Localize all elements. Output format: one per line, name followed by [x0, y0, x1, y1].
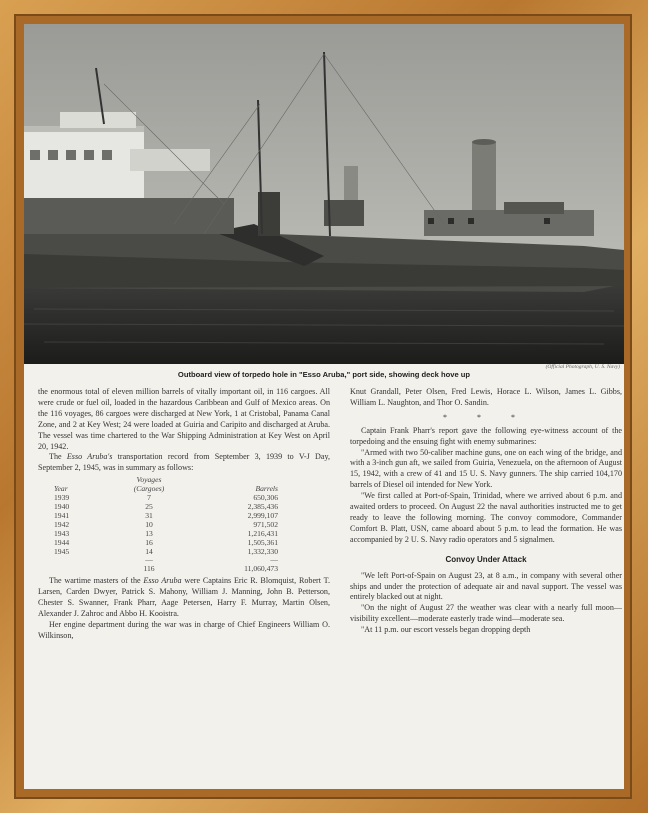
- paragraph: "We first called at Port-of-Spain, Trinidad, where we arrived about 6 p.m. and awaited orders to proceed. On August 22 the naval authorities instructed me to get ready to leave the following morning. The convoy commodore, Commander Comfort B. Platt, USN, came aboard about 5 p.m. to lead the formation. He was accompanied by 2 U. S. Navy radio operators and 5 signalmen.: [350, 491, 622, 544]
- paragraph: "We left Port-of-Spain on August 23, at 8 a.m., in company with several other ships and under the protection of adequate air and naval support. The vessel was entirely blacked out at night.: [350, 570, 622, 602]
- document-page: [24, 24, 624, 789]
- paragraph: "Armed with two 50-caliber machine guns, one on each wing of the bridge, and with a 3-inch gun aft, we sailed from Guiria, Venezuela, on the afternoon of August 15, 1942, with a crew of 41 and 15 U. S. Navy gunners. The ship carried 104,170 barrels of Diesel oil intended for New York.: [350, 447, 622, 490]
- table-row: 1939 7 650,306: [54, 493, 278, 503]
- paragraph: The wartime masters of the Esso Aruba were Captains Eric R. Blomquist, Robert T. Larsen, Carden Dwyer, Patrick S. Mahony, William J. Manning, John B. Petterson, Chester S. Swanner, Frank Pharr, Aage Petersen, Harry F. Murray, Martin Olsen, Alexander J. Zahroc and Abbo H. Kooistra.: [38, 576, 331, 618]
- table-header: Year: [54, 484, 68, 494]
- photo-credit: (Official Photograph, U. S. Navy): [545, 364, 620, 370]
- paragraph: Knut Grandall, Peter Olsen, Fred Lewis, Horace L. Wilson, James L. Gibbs, William L. Naughton, and Thor O. Sandin.: [350, 387, 622, 407]
- left-column: [38, 387, 330, 642]
- table-row: 1940 25 2,385,436: [54, 501, 278, 511]
- table-header: (Cargoes): [133, 484, 165, 494]
- table-header: Voyages: [136, 475, 162, 485]
- paragraph: "At 11 p.m. our escort vessels began dropping depth: [361, 625, 531, 635]
- table-row: 1943 13 1,216,431: [54, 528, 278, 538]
- table-row: 1941 31 2,999,107: [54, 510, 278, 520]
- section-heading: Convoy Under Attack: [445, 554, 527, 564]
- transport-record-table: [40, 476, 278, 574]
- ship-name: Esso Aruba: [143, 576, 182, 586]
- photo-caption: Outboard view of torpedo hole in "Esso Aruba," port side, showing deck hove up: [177, 370, 471, 379]
- table-header: Barrels: [255, 484, 278, 494]
- ship-name: Esso Aruba's: [66, 452, 113, 462]
- tanker-photograph: [24, 24, 624, 364]
- right-column: [350, 387, 622, 636]
- table-row: 1944 16 1,505,361: [54, 537, 278, 547]
- section-separator: * * *: [443, 412, 529, 422]
- paragraph: "On the night of August 27 the weather was clear with a nearly full moon—visibility excellent—moderate easterly trade wind—moderate sea.: [350, 603, 622, 624]
- paragraph: The Esso Aruba's transportation record from September 3, 1939 to V-J Day, September 2, 1945, was in summary as follows:: [38, 452, 330, 473]
- table-rule: — —: [145, 555, 278, 565]
- paragraph: the enormous total of eleven million barrels of vitally important oil, in 116 cargoes. All were crude or fuel oil, loaded in the hazardous Caribbean and Gulf of Mexico areas. On the 116 voyages, 86 cargoes were discharged at New York, 1 at Cristobal, Panama Canal Zone, and 2 at Key West; 24 were loaded at Guiria and Caripito and discharged at Aruba. The vessel was time chartered to the War Shipping Administration at Key West on April 20, 1942.: [38, 387, 330, 451]
- table-total-row: 116 11,060,473: [143, 564, 278, 574]
- table-row: 1942 10 971,502: [54, 519, 278, 529]
- paragraph: Her engine department during the war was in charge of Chief Engineers William O. Wilkinson,: [38, 619, 330, 640]
- paragraph: Captain Frank Pharr's report gave the following eye-witness account of the torpedoing and the ensuing fight with enemy submarines:: [350, 425, 622, 446]
- table-row: 1945 14 1,332,330: [54, 546, 278, 556]
